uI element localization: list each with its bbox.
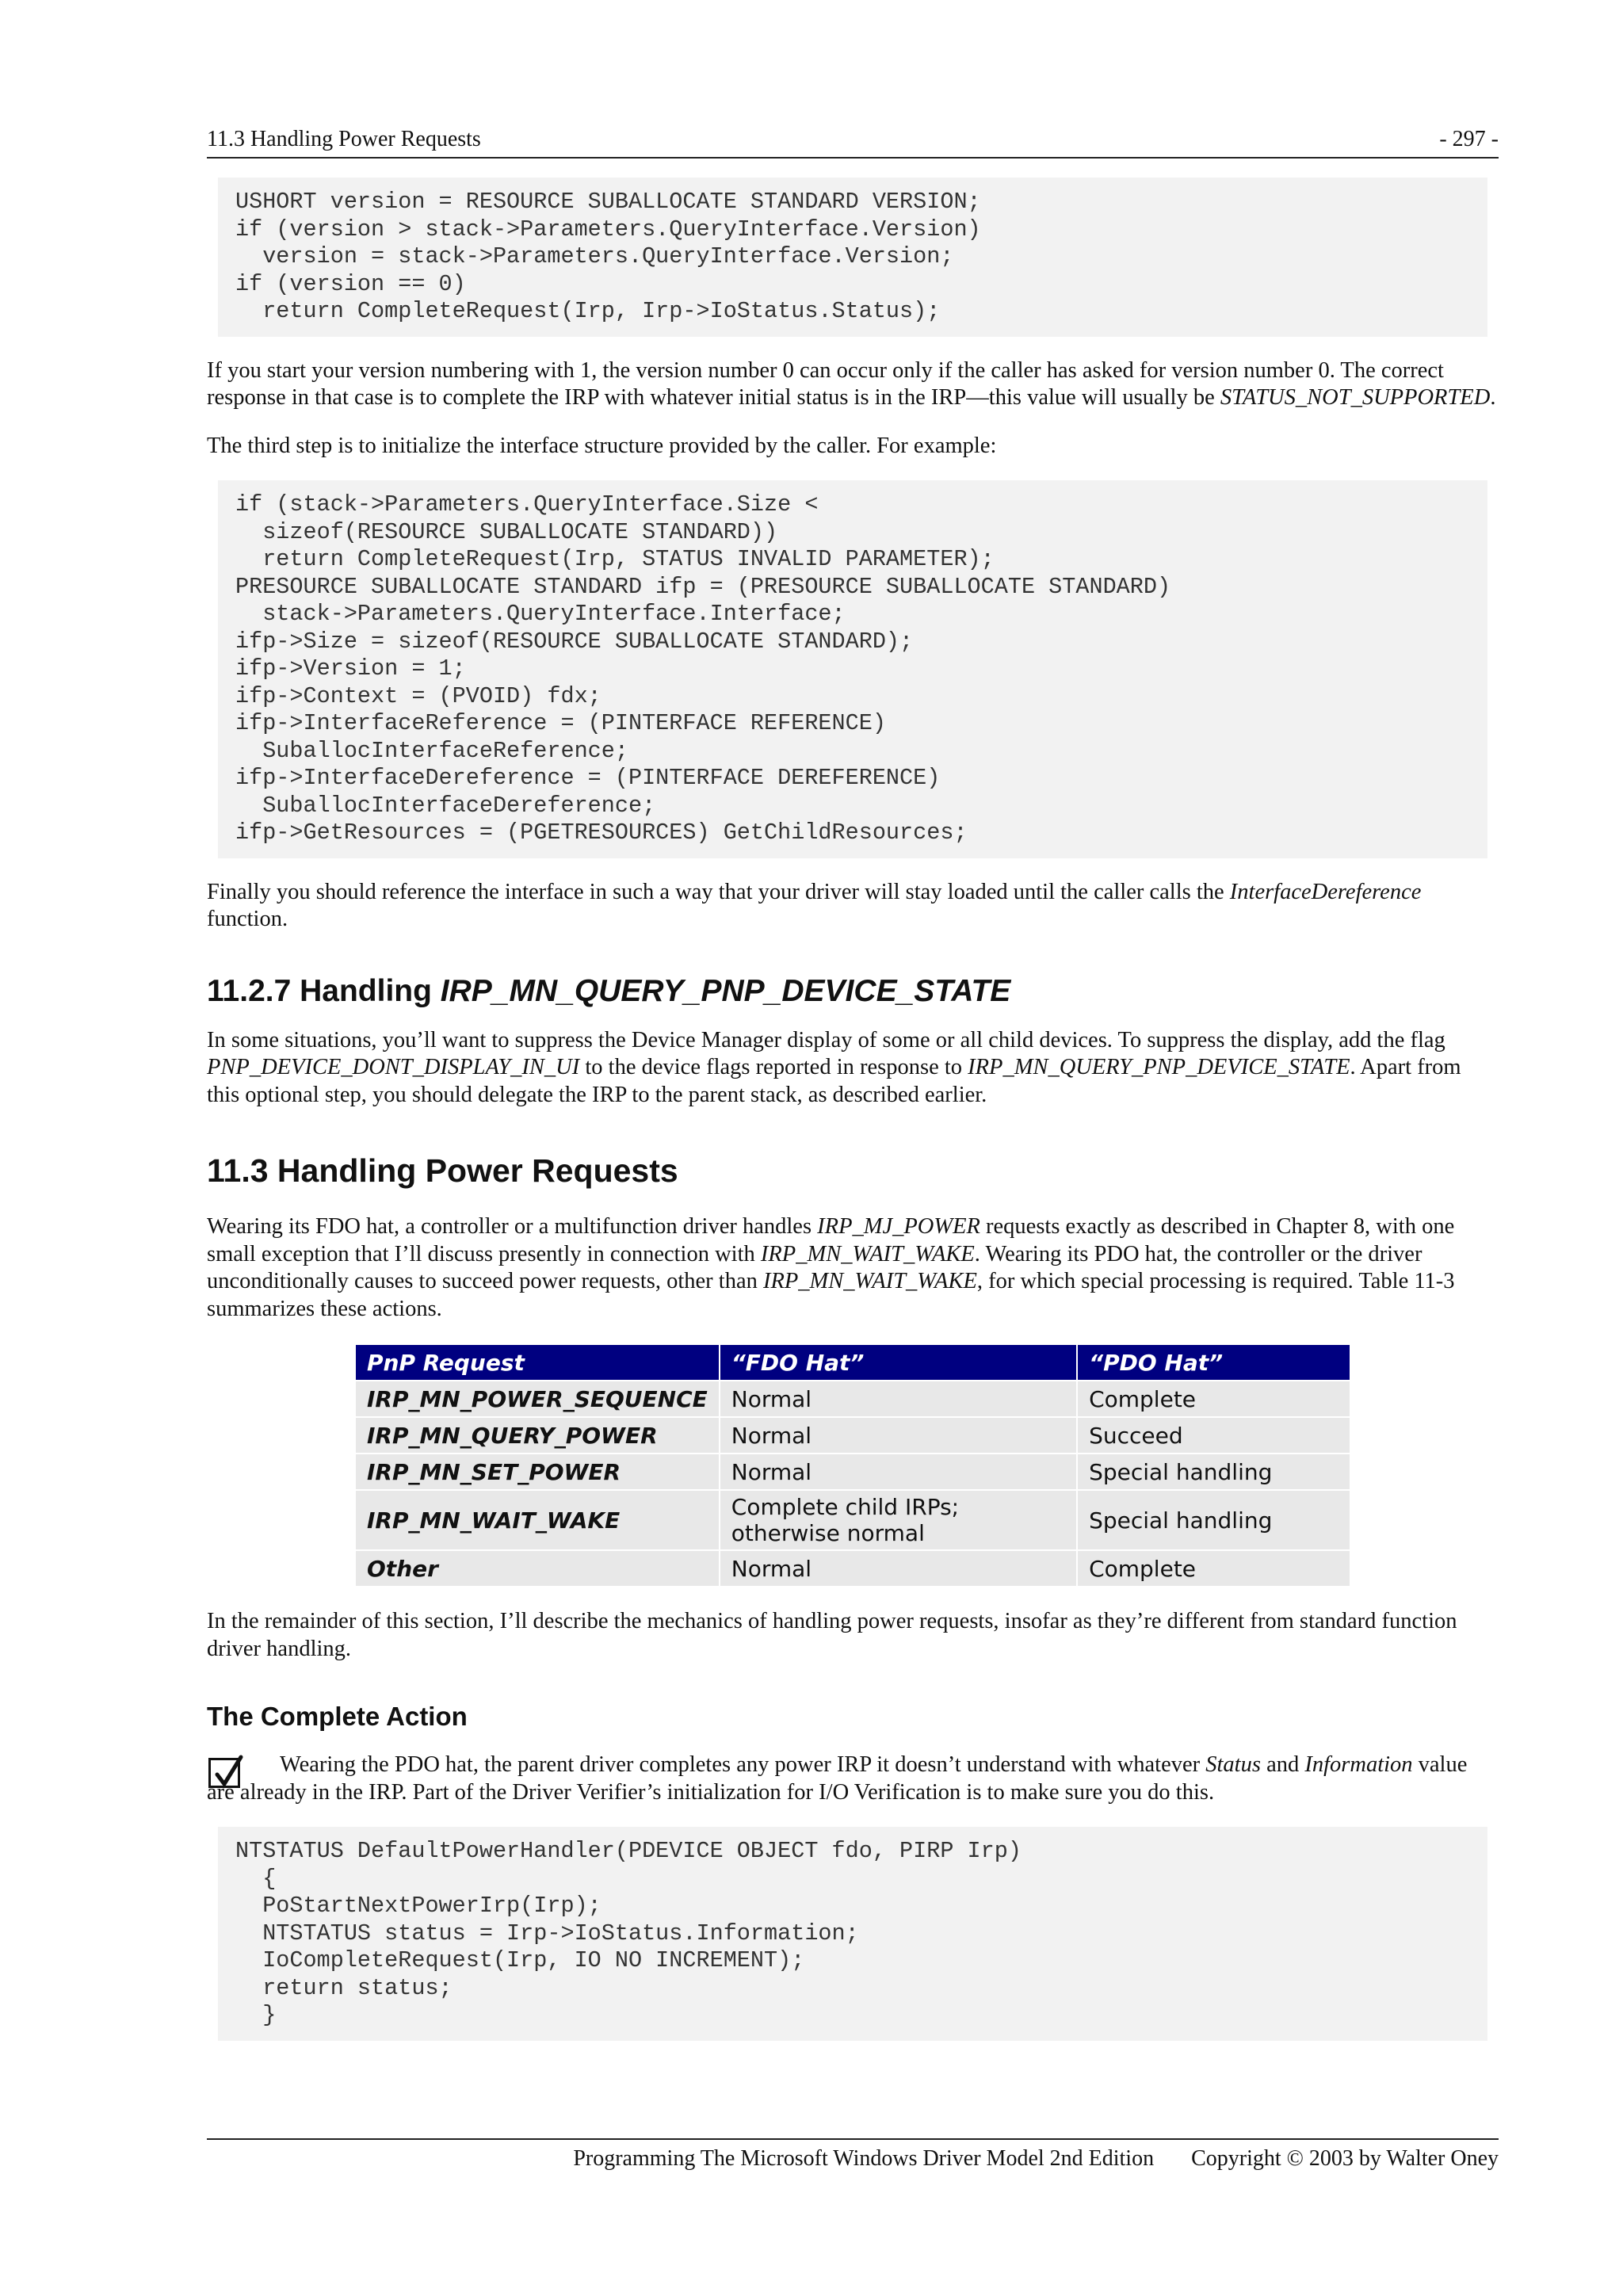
footer-book-title: Programming The Microsoft Windows Driver Model 2nd Edition [573,2146,1155,2171]
table-row [356,1551,1350,1586]
table-cell: Succeed [1078,1418,1350,1453]
header-section: 11.3 Handling Power Requests [207,127,481,151]
verifier-note [207,1752,1499,1806]
table-header-row [356,1345,1350,1380]
paragraph-suppress-display: In some situations, you’ll want to suppress the Device Manager display of some or all child devices. To suppress the display, add the flag PNP_DEVICE_DONT_DISPLAY_IN_UI to the device flags reported in response to IRP_MN_QUERY_PNP_DEVICE_STATE. Apart from this optional step, you should delegate the IRP to the parent stack, as described earlier. [207,1027,1461,1107]
running-header [207,127,1499,159]
checkmark-icon [208,1758,240,1788]
paragraph-third-step: The third step is to initialize the interface structure provided by the caller. For example: [207,433,997,458]
header-page-number: - 297 - [1439,127,1499,151]
table-row [356,1454,1350,1489]
paragraph-reference-interface: Finally you should reference the interface in such a way that your driver will stay loaded until the caller calls the InterfaceDereference function. [207,879,1422,931]
table-row [356,1418,1350,1453]
table-cell: Normal [720,1418,1076,1453]
paragraph-remainder: In the remainder of this section, I’ll describe the mechanics of handling power requests, insofar as they’re different from standard function driver handling. [207,1609,1457,1661]
footer-rule [207,2138,1499,2140]
table-cell: IRP_MN_WAIT_WAKE [356,1491,719,1549]
heading-complete-action: The Complete Action [207,1702,468,1731]
table-header-cell: “PDO Hat” [1078,1345,1350,1380]
table-cell: Other [356,1551,719,1586]
table-cell: Normal [720,1454,1076,1489]
page [207,127,1499,2041]
table-row [356,1381,1350,1416]
table-cell: IRP_MN_POWER_SEQUENCE [356,1381,719,1416]
code-block-default-power-handler: NTSTATUS DefaultPowerHandler(PDEVICE OBJECT fdo, PIRP Irp) { PoStartNextPowerIrp(Irp); NTSTATUS status = Irp->IoStatus.Information; IoCompleteRequest(Irp, IO NO INCREMENT); return status; } [218,1827,1487,2041]
table-row [356,1491,1350,1549]
table-cell: Complete [1078,1381,1350,1416]
heading-11-3: 11.3 Handling Power Requests [207,1152,678,1189]
heading-11-2-7: 11.2.7 Handling IRP_MN_QUERY_PNP_DEVICE_STATE [207,973,1011,1008]
table-cell: Normal [720,1381,1076,1416]
table-cell: IRP_MN_SET_POWER [356,1454,719,1489]
paragraph-version-numbering: If you start your version numbering with 1, the version number 0 can occur only if the caller has asked for version number 0. The correct response in that case is to complete the IRP with whatever initial status is in the IRP—this value will usually be STATUS_NOT_SUPPORTED. [207,357,1496,410]
table-cell: Special handling [1078,1491,1350,1549]
code-block-interface-init: if (stack->Parameters.QueryInterface.Size < sizeof(RESOURCE SUBALLOCATE STANDARD)) return CompleteRequest(Irp, STATUS INVALID PARAMETER); PRESOURCE SUBALLOCATE STANDARD ifp = (PRESOURCE SUBALLOCATE STANDARD) stack->Parameters.QueryInterface.Interface; ifp->Size = sizeof(RESOURCE SUBALLOCATE STANDARD); ifp->Version = 1; ifp->Context = (PVOID) fdx; ifp->InterfaceReference = (PINTERFACE REFERENCE) SuballocInterfaceReference; ifp->InterfaceDereference = (PINTERFACE DEREFERENCE) SuballocInterfaceDereference; ifp->GetResources = (PGETRESOURCES) GetChildResources; [218,480,1487,858]
paragraph-fdo-hat: Wearing its FDO hat, a controller or a multifunction driver handles IRP_MJ_POWER requests exactly as described in Chapter 8, with one small exception that I’ll discuss presently in connection with IRP_MN_WAIT_WAKE. Wearing its PDO hat, the controller or the driver unconditionally causes to succeed power requests, other than IRP_MN_WAIT_WAKE, for which special processing is required. Table 11-3 summarizes these actions. [207,1214,1455,1321]
table-header-cell: PnP Request [356,1345,719,1380]
footer-copyright: Copyright © 2003 by Walter Oney [1191,2146,1499,2171]
table-cell: Normal [720,1551,1076,1586]
table-cell: Special handling [1078,1454,1350,1489]
table-cell: Complete [1078,1551,1350,1586]
table-header-cell: “FDO Hat” [720,1345,1076,1380]
power-request-table [354,1343,1351,1587]
table-cell: IRP_MN_QUERY_POWER [356,1418,719,1453]
running-footer [573,2146,1499,2172]
paragraph-pdo-complete: Wearing the PDO hat, the parent driver completes any power IRP it doesn’t understand with whatever Status and Information value are already in the IRP. Part of the Driver Verifier’s initialization for I/O Verification is to make sure you do this. [207,1752,1468,1805]
table-cell: Complete child IRPs; otherwise normal [720,1491,1076,1549]
code-block-version-check: USHORT version = RESOURCE SUBALLOCATE STANDARD VERSION; if (version > stack->Parameters.QueryInterface.Version) version = stack->Parameters.QueryInterface.Version; if (version == 0) return CompleteRequest(Irp, Irp->IoStatus.Status); [218,178,1487,337]
